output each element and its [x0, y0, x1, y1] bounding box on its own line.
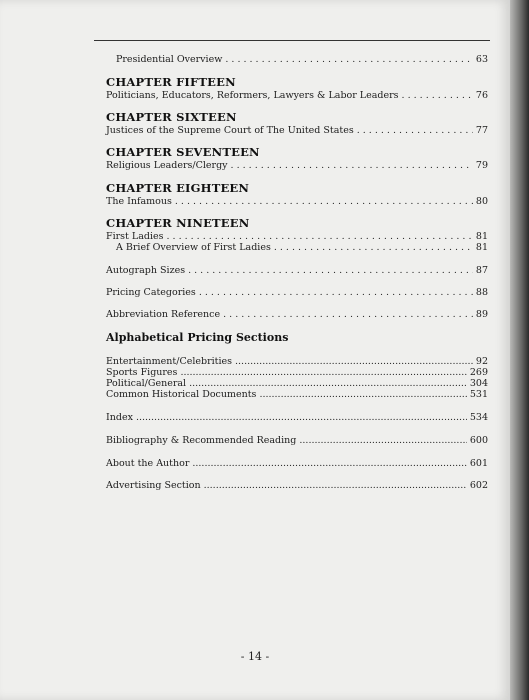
toc-entry-page: 89: [475, 309, 488, 320]
toc-entry-page: 77: [475, 125, 488, 136]
dot-leader: [199, 286, 473, 300]
dot-leader: [225, 53, 473, 67]
toc-entry-advertising: [106, 479, 488, 493]
dot-leader: [136, 411, 467, 425]
toc-entry-page: 81: [475, 242, 488, 253]
dot-leader: [299, 434, 466, 448]
toc-entry-historical-documents: [106, 388, 488, 402]
toc-entry-abbreviation-reference: [106, 308, 488, 322]
toc-entry-page: 88: [475, 287, 488, 298]
toc-entry-title: Autograph Sizes: [106, 265, 186, 276]
toc-entry-page: 602: [469, 480, 488, 491]
top-rule: [94, 40, 490, 41]
toc-entry-page: 63: [475, 54, 488, 65]
toc-entry-title: About the Author: [106, 458, 190, 469]
toc-entry-title: Presidential Overview: [116, 54, 223, 65]
toc-entry-page: 304: [469, 378, 488, 389]
toc-entry-title: Index: [106, 412, 133, 423]
toc-entry-title: Bibliography & Recommended Reading: [106, 435, 297, 446]
book-spine-edge: [510, 0, 529, 700]
dot-leader: [223, 308, 473, 322]
page-number: - 14 -: [240, 650, 270, 663]
toc-entry-chapter-seventeen: [106, 159, 488, 173]
toc-entry-page: 80: [475, 196, 488, 207]
dot-leader: [231, 159, 473, 173]
alphabetical-pricing-heading: Alphabetical Pricing Sections: [106, 331, 289, 344]
toc-entry-chapter-eighteen: [106, 195, 488, 209]
toc-entry-page: 79: [475, 160, 488, 171]
toc-entry-title: Justices of the Supreme Court of The United States: [106, 125, 354, 136]
dot-leader: [188, 264, 473, 278]
toc-entry-autograph-sizes: [106, 264, 488, 278]
dot-leader: [274, 241, 473, 255]
toc-entry-index: [106, 411, 488, 425]
toc-entry-chapter-fifteen: [106, 89, 488, 103]
chapter-nineteen-heading: CHAPTER NINETEEN: [106, 216, 250, 230]
toc-entry-first-ladies-overview: [106, 241, 488, 255]
dot-leader: [192, 457, 466, 471]
toc-entry-pricing-categories: [106, 286, 488, 300]
toc-entry-title: The Infamous: [106, 196, 172, 207]
toc-entry-page: 269: [469, 367, 488, 378]
toc-entry-page: 600: [469, 435, 488, 446]
toc-entry-title: Political/General: [106, 378, 187, 389]
toc-entry-title: Entertainment/Celebrities: [106, 356, 233, 367]
toc-entry-page: 81: [475, 231, 488, 242]
toc-entry-title: First Ladies: [106, 231, 164, 242]
dot-leader: [402, 89, 473, 103]
toc-entry-title: Advertising Section: [106, 480, 201, 491]
toc-entry-page: 92: [475, 356, 488, 367]
toc-entry-page: 531: [469, 389, 488, 400]
toc-entry-page: 87: [475, 265, 488, 276]
toc-entry-bibliography: [106, 434, 488, 448]
chapter-seventeen-heading: CHAPTER SEVENTEEN: [106, 145, 260, 159]
toc-entry-page: 601: [469, 458, 488, 469]
toc-entry-title: Common Historical Documents: [106, 389, 257, 400]
chapter-fifteen-heading: CHAPTER FIFTEEN: [106, 75, 236, 89]
toc-entry-page: 534: [469, 412, 488, 423]
toc-entry-title: Politicians, Educators, Reformers, Lawyers & Labor Leaders: [106, 90, 399, 101]
toc-entry-title: Abbreviation Reference: [106, 309, 221, 320]
toc-entry-title: Religious Leaders/Clergy: [106, 160, 228, 171]
dot-leader: [259, 388, 466, 402]
dot-leader: [357, 124, 473, 138]
toc-entry-about-author: [106, 457, 488, 471]
toc-entry-title: A Brief Overview of First Ladies: [116, 242, 271, 253]
dot-leader: [204, 479, 467, 493]
chapter-eighteen-heading: CHAPTER EIGHTEEN: [106, 181, 250, 195]
toc-entry-title: Sports Figures: [106, 367, 178, 378]
toc-entry-title: Pricing Categories: [106, 287, 196, 298]
toc-entry-page: 76: [475, 90, 488, 101]
toc-entry-presidential-overview: [106, 53, 488, 67]
chapter-sixteen-heading: CHAPTER SIXTEEN: [106, 110, 237, 124]
toc-entry-chapter-sixteen: [106, 124, 488, 138]
dot-leader: [175, 195, 473, 209]
